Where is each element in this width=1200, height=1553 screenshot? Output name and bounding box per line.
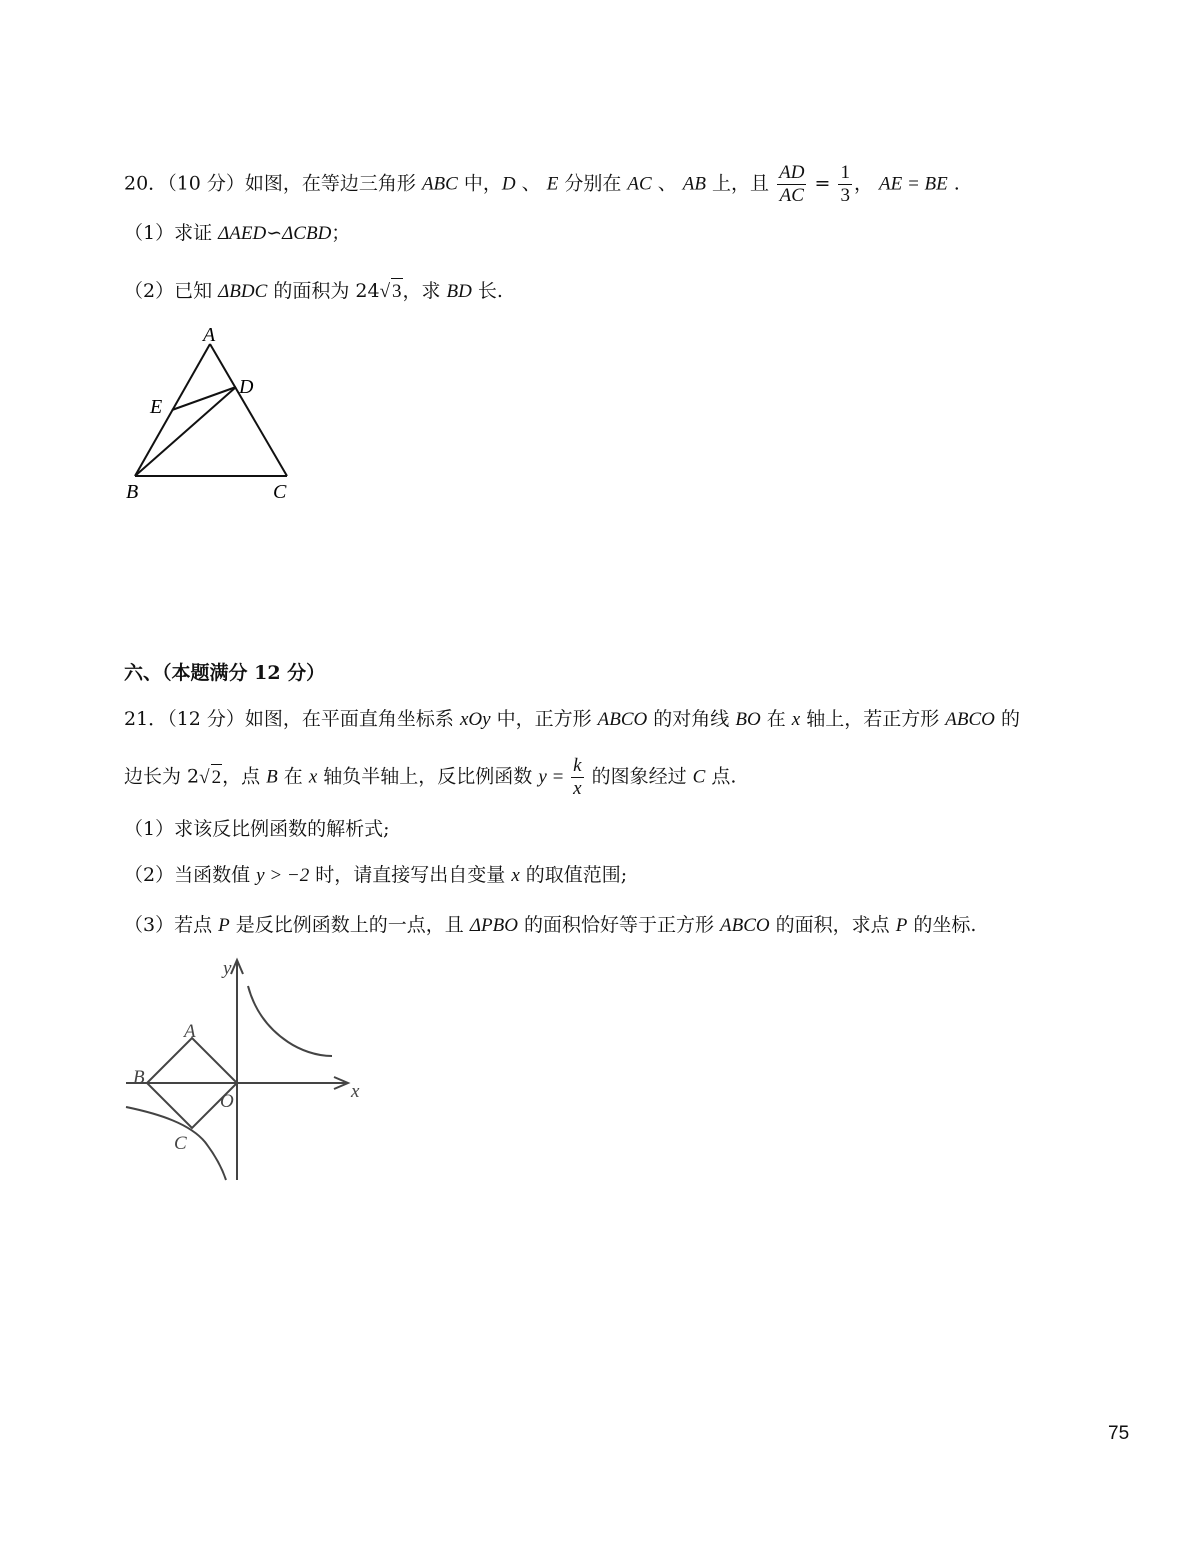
fraction-denominator: 3 [840, 185, 850, 206]
stem-text: ，点 [222, 765, 267, 788]
fraction-numerator: k [573, 755, 582, 776]
sqrt-expression: √ 2 [199, 764, 222, 791]
radicand: 3 [391, 278, 403, 305]
problem-21-stem-line-2 [124, 755, 736, 800]
problem-points: （12 分） [167, 708, 245, 730]
stem-text: 的取值范围; [519, 864, 628, 886]
stem-text: 时，请直接写出自变量 [309, 864, 512, 886]
label-b: B [126, 481, 139, 503]
math-var: C [692, 766, 706, 788]
math-expression: y > −2 [256, 865, 310, 886]
stem-text: 轴上，若正方形 [800, 708, 946, 730]
question-label: （1）求证 [124, 222, 219, 244]
stem-text: 分别在 [558, 172, 628, 195]
stem-text: 、 [515, 172, 541, 195]
problem-21-question-2 [124, 862, 627, 889]
problem-number: 20． [124, 172, 168, 195]
math-var: ABCO [720, 915, 770, 936]
math-var: xOy [459, 709, 491, 730]
stem-text: 的面积，求点 [769, 914, 896, 936]
math-var: P [218, 915, 230, 936]
section-heading: 六、（本题满分 12 分） [124, 662, 326, 684]
label-a: A [184, 1021, 196, 1042]
sqrt-expression: √ 3 [380, 278, 403, 305]
stem-text: 的图象经过 [585, 765, 693, 788]
fraction-ad-ac [777, 162, 806, 207]
stem-text: 的坐标. [907, 914, 977, 936]
radicand: 2 [211, 764, 223, 791]
stem-text: 的 [994, 708, 1020, 730]
stem-text: 上，且 [706, 172, 776, 195]
math-var: ABCO [945, 709, 995, 730]
question-label: （2）当函数值 [124, 864, 257, 886]
label-c: C [273, 481, 287, 503]
stem-text: 如图，在平面直角坐标系 [244, 708, 460, 730]
question-label: （2）已知 [124, 280, 219, 302]
stem-text: 、 [651, 172, 683, 195]
figure-coordinate-plane [120, 952, 380, 1184]
math-expression: ΔBDC [218, 281, 268, 302]
fraction-numerator: AD [779, 162, 805, 183]
fraction-numerator: 1 [840, 162, 850, 183]
math-expression: ΔAED∽ΔCBD [218, 223, 332, 244]
fraction-k-over-x [571, 755, 583, 800]
stem-text: ； [331, 222, 351, 244]
math-var: ABC [421, 173, 458, 195]
stem-text: 点. [705, 765, 737, 788]
problem-number: 21． [124, 708, 168, 730]
problem-20-question-1 [124, 220, 350, 247]
stem-text: 的对角线 [647, 708, 736, 730]
stem-text: 长. [471, 280, 503, 302]
side-ac [210, 344, 287, 476]
page-number: 75 [1108, 1423, 1130, 1444]
math-var: E [546, 173, 559, 195]
label-x: x [351, 1081, 360, 1102]
fraction-one-third [838, 162, 852, 207]
math-expression: ΔPBO [469, 915, 518, 936]
math-var: AB [682, 173, 707, 195]
label-b: B [133, 1067, 145, 1088]
math-var: x [308, 766, 318, 788]
label-o: O [220, 1091, 234, 1112]
fraction-denominator: AC [779, 185, 804, 206]
segment-ed [172, 387, 236, 410]
math-expression: AE = BE [879, 173, 948, 195]
figure-triangle-abc [120, 322, 310, 507]
problem-20-stem [124, 162, 960, 207]
question-label: （3）若点 [124, 914, 219, 936]
math-expression: y = [538, 766, 570, 788]
equals: = [808, 172, 837, 195]
stem-text: 如图，在等边三角形 [244, 172, 422, 195]
stem-text: 是反比例函数上的一点，且 [229, 914, 470, 936]
label-a: A [203, 324, 216, 346]
math-var: AC [627, 173, 652, 195]
math-var: BD [446, 281, 472, 302]
problem-points: （10 分） [167, 172, 245, 195]
math-var: B [266, 766, 278, 788]
stem-text: 的面积为 24 [267, 280, 380, 302]
stem-text: 中， [457, 172, 502, 195]
stem-text: 的面积恰好等于正方形 [517, 914, 721, 936]
problem-21-stem-line-1 [124, 706, 1020, 733]
fraction-denominator: x [573, 778, 582, 799]
math-var: BO [735, 709, 761, 730]
problem-21-question-1: （1）求该反比例函数的解析式; [124, 818, 390, 840]
label-d: D [239, 376, 254, 398]
math-var: x [791, 709, 801, 730]
stem-text: 中，正方形 [490, 708, 598, 730]
math-var: ABCO [597, 709, 648, 730]
problem-21-question-3 [124, 912, 976, 939]
problem-20-question-2 [124, 278, 503, 305]
stem-text: 轴负半轴上，反比例函数 [317, 765, 539, 788]
stem-text: ，求 [402, 280, 447, 302]
stem-text: ， [853, 172, 873, 195]
math-var: x [511, 865, 520, 886]
hyperbola-branch-q1 [248, 986, 332, 1056]
stem-text: 边长为 2 [124, 765, 200, 788]
label-e: E [150, 396, 163, 418]
label-c: C [174, 1133, 187, 1154]
stem-text: 在 [760, 708, 792, 730]
stem-text: 在 [277, 765, 309, 788]
stem-text: . [947, 172, 960, 195]
math-var: D [501, 173, 516, 195]
label-y: y [223, 958, 232, 979]
math-var: P [895, 915, 908, 936]
